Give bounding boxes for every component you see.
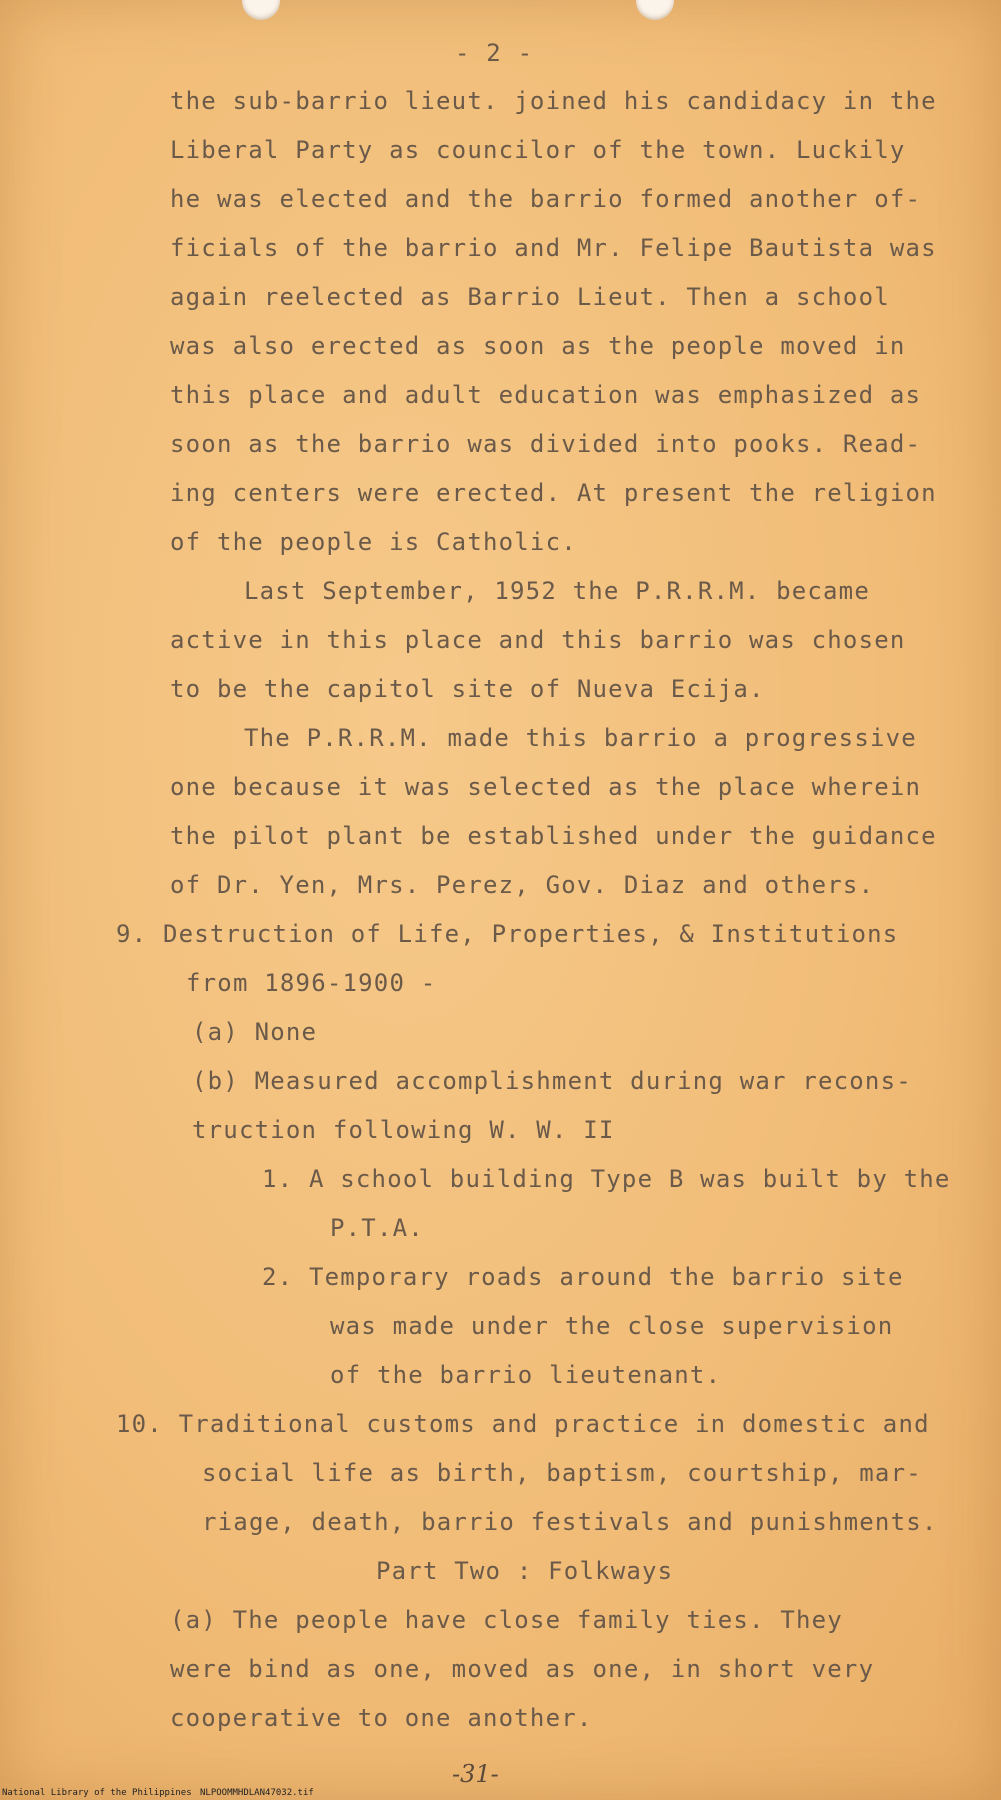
text-line: ing centers were erected. At present the religion — [170, 479, 937, 507]
list-item: 2. Temporary roads around the barrio site — [262, 1263, 904, 1291]
section-heading: 10. Traditional customs and practice in domestic and — [116, 1410, 930, 1438]
text-line: cooperative to one another. — [170, 1704, 593, 1732]
text-line: Liberal Party as councilor of the town. Luckily — [170, 136, 906, 164]
footer-file: NLPOOMMHDLAN47032.tif — [200, 1788, 314, 1798]
text-line: from 1896-1900 - — [186, 969, 437, 997]
text-line: social life as birth, baptism, courtship, mar- — [202, 1459, 922, 1487]
scan-footer — [0, 1786, 1001, 1800]
punch-hole-right — [636, 0, 674, 20]
page-number: - 2 - — [455, 39, 534, 67]
list-item: (a) The people have close family ties. They — [170, 1606, 843, 1634]
section-heading: 9. Destruction of Life, Properties, & Institutions — [116, 920, 899, 948]
text-line: was also erected as soon as the people moved in — [170, 332, 906, 360]
part-heading: Part Two : Folkways — [376, 1557, 674, 1585]
text-line: truction following W. W. II — [192, 1116, 615, 1144]
text-line: soon as the barrio was divided into pooks. Read- — [170, 430, 922, 458]
handwritten-page-number: -31- — [452, 1760, 499, 1788]
text-line: was made under the close supervision — [330, 1312, 894, 1340]
punch-hole-left — [242, 0, 280, 20]
text-line: the sub-barrio lieut. joined his candidacy in the — [170, 87, 937, 115]
text-line: this place and adult education was emphasized as — [170, 381, 922, 409]
text-line: again reelected as Barrio Lieut. Then a school — [170, 283, 890, 311]
list-item: (b) Measured accomplishment during war recons- — [192, 1067, 912, 1095]
text-line: P.T.A. — [330, 1214, 424, 1242]
text-line: active in this place and this barrio was chosen — [170, 626, 906, 654]
list-item: (a) None — [192, 1018, 318, 1046]
text-line: the pilot plant be established under the guidance — [170, 822, 937, 850]
text-line: to be the capitol site of Nueva Ecija. — [170, 675, 765, 703]
text-line: riage, death, barrio festivals and punishments. — [202, 1508, 938, 1536]
text-line: of the people is Catholic. — [170, 528, 577, 556]
text-line: The P.R.R.M. made this barrio a progressive — [244, 724, 917, 752]
footer-library: National Library of the Philippines — [2, 1788, 192, 1798]
text-line: Last September, 1952 the P.R.R.M. became — [244, 577, 870, 605]
text-line: were bind as one, moved as one, in short very — [170, 1655, 875, 1683]
text-line: one because it was selected as the place wherein — [170, 773, 922, 801]
text-line: of the barrio lieutenant. — [330, 1361, 722, 1389]
text-line: ficials of the barrio and Mr. Felipe Bautista was — [170, 234, 937, 262]
list-item: 1. A school building Type B was built by the — [262, 1165, 951, 1193]
text-line: of Dr. Yen, Mrs. Perez, Gov. Diaz and others. — [170, 871, 875, 899]
text-line: he was elected and the barrio formed another of- — [170, 185, 922, 213]
